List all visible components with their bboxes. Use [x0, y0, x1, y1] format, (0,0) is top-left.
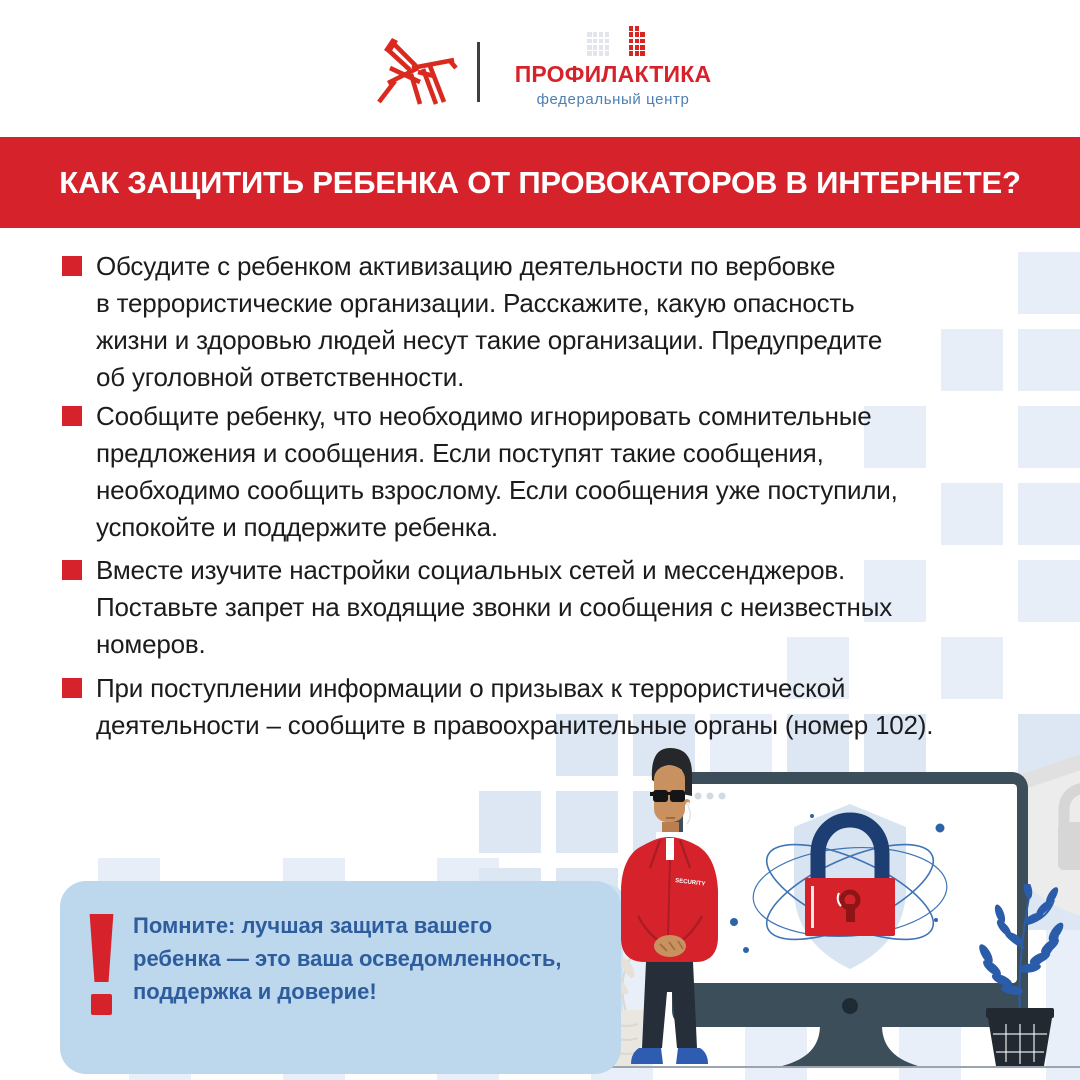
- bullet-line: об уголовной ответственности.: [96, 362, 465, 392]
- callout-line: Помните: лучшая защита вашего: [133, 913, 493, 938]
- page-title: КАК ЗАЩИТИТЬ РЕБЕНКА ОТ ПРОВОКАТОРОВ В ИНТЕРНЕТЕ?: [59, 164, 1021, 200]
- bullet-marker: [62, 406, 82, 426]
- callout: [60, 881, 621, 1074]
- bullet-item: [62, 552, 1042, 663]
- bullet-item: [62, 670, 1042, 744]
- callout-line: поддержка и доверие!: [133, 979, 377, 1004]
- bullet-line: успокойте и поддержите ребенка.: [96, 512, 498, 542]
- bullet-line: предложения и сообщения. Если поступят такие сообщения,: [96, 438, 824, 468]
- exclamation-icon: [88, 914, 115, 1016]
- bullet-marker: [62, 678, 82, 698]
- header-divider: [477, 42, 480, 102]
- bullet-marker: [62, 256, 82, 276]
- bullet-marker: [62, 560, 82, 580]
- bg-square: [479, 791, 541, 853]
- bullet-item: [62, 248, 1042, 396]
- bullet-line: номеров.: [96, 629, 206, 659]
- logo-grid-icon: [587, 26, 645, 56]
- callout-line: ребенка — это ваша осведомленность,: [133, 946, 562, 971]
- bullet-item: [62, 398, 1042, 546]
- bullet-line: Вместе изучите настройки социальных сетей и мессенджеров.: [96, 555, 846, 585]
- brand-mark-icon: [362, 28, 458, 112]
- security-guard-illustration: [608, 740, 750, 1070]
- logo-subtitle: федеральный центр: [536, 91, 690, 108]
- bullet-line: в террористические организации. Расскажите, какую опасность: [96, 288, 855, 318]
- bullet-line: жизни и здоровью людей несут такие организации. Предупредите: [96, 325, 883, 355]
- bullet-line: При поступлении информации о призывах к террористической: [96, 673, 846, 703]
- bullet-line: Сообщите ребенку, что необходимо игнорировать сомнительные: [96, 401, 872, 431]
- bullet-line: Поставьте запрет на входящие звонки и сообщения с неизвестных: [96, 592, 892, 622]
- logo-title: ПРОФИЛАКТИКА: [514, 61, 712, 87]
- jacket-label: SECURITY: [674, 878, 706, 888]
- bullet-line: деятельности – сообщите в правоохранительные органы (номер 102).: [96, 710, 934, 740]
- title-banner: [0, 137, 1080, 228]
- bullet-line: необходимо сообщить взрослому. Если сообщения уже поступили,: [96, 475, 898, 505]
- plant-illustration: [956, 884, 1080, 1068]
- bullet-line: Обсудите с ребенком активизацию деятельности по вербовке: [96, 251, 836, 281]
